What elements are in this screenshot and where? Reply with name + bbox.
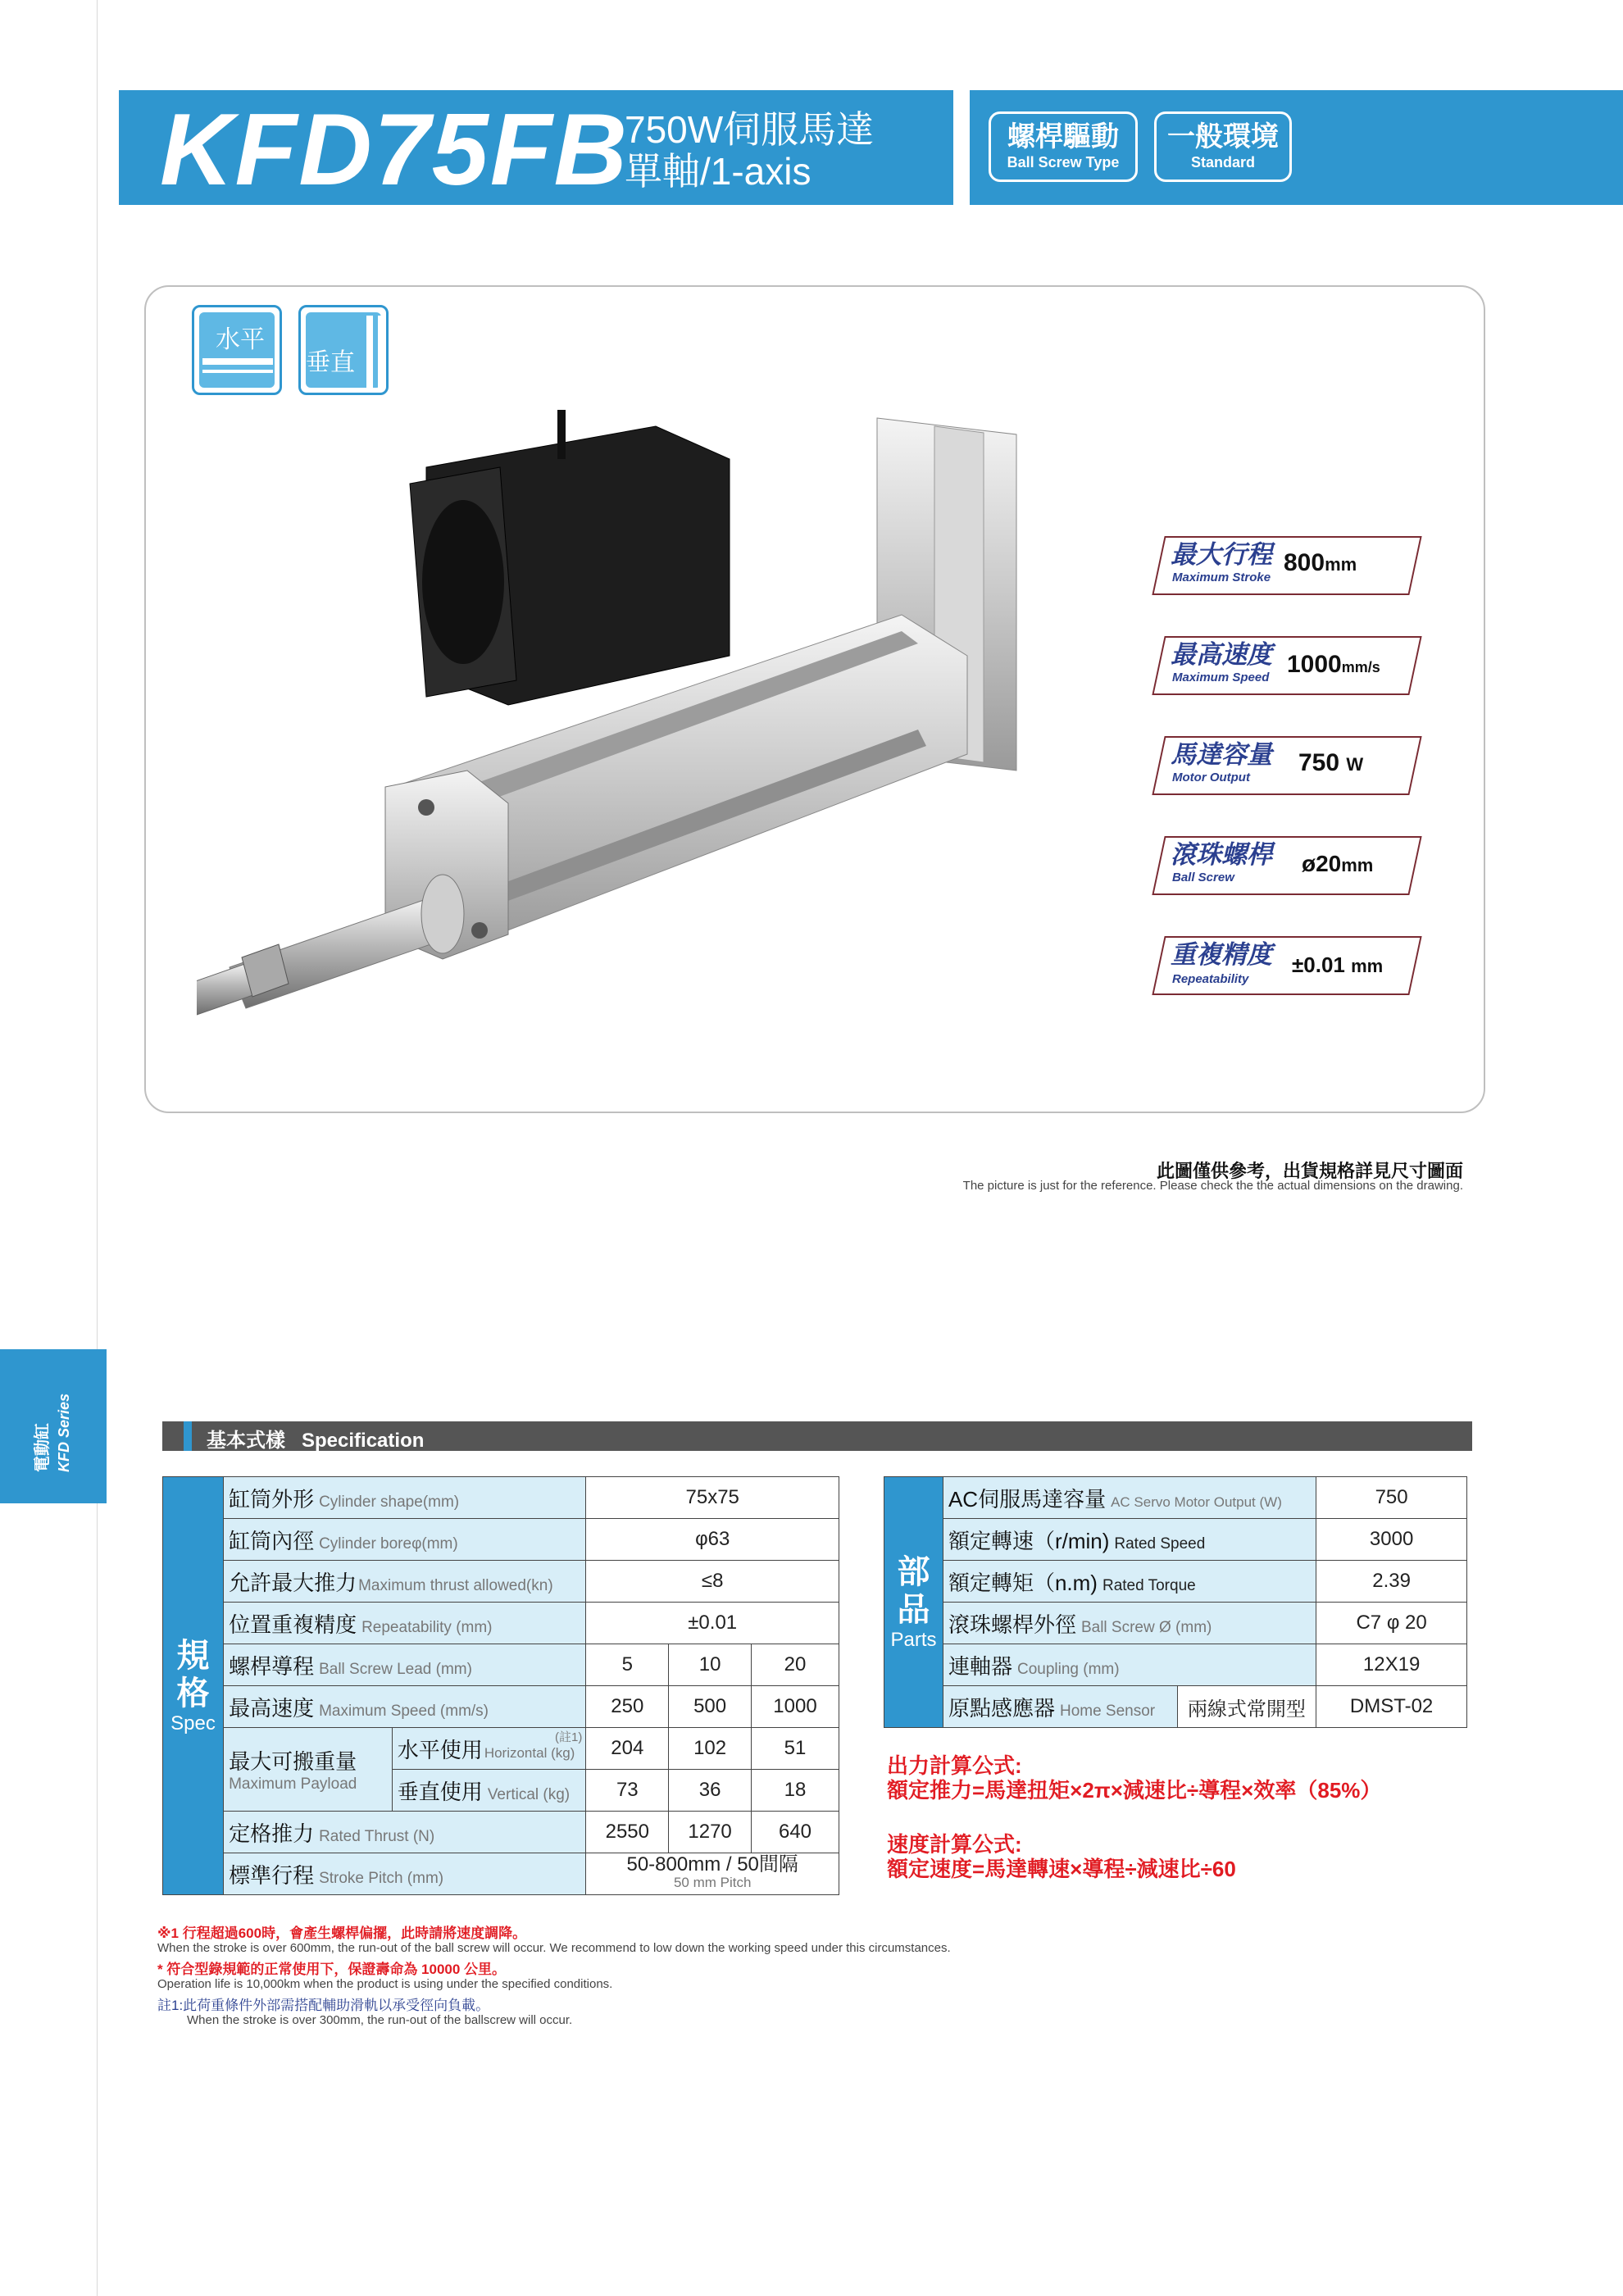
subtitle-line2: 單軸/1-axis bbox=[625, 150, 812, 193]
picture-note-en: The picture is just for the reference. Please check the the actual dimensions on the drawing. bbox=[962, 1179, 1463, 1193]
callout-speed-zh: 最高速度 bbox=[1171, 640, 1272, 669]
spec-title-en: Spec bbox=[170, 1712, 216, 1735]
callout-stroke-en: Maximum Stroke bbox=[1172, 571, 1271, 584]
badge-zh: 一般環境 bbox=[1167, 121, 1279, 152]
parts-label-rated-torque: 額定轉矩（n.m) Rated Torque bbox=[943, 1561, 1316, 1603]
spec-label-stroke: 標準行程 Stroke Pitch (mm) bbox=[224, 1853, 586, 1895]
mount-horizontal-icon bbox=[192, 305, 282, 395]
spec-title-zh: 規格 bbox=[176, 1637, 210, 1712]
model-name: KFD75FB bbox=[160, 93, 630, 207]
parts-label-coupling: 連軸器 Coupling (mm) bbox=[943, 1644, 1316, 1686]
mount-vertical-icon bbox=[298, 305, 389, 395]
spec-label-shape: 缸筒外形 Cylinder shape(mm) bbox=[224, 1477, 586, 1519]
spec-label-thrust: 允許最大推力 Maximum thrust allowed(kn) bbox=[224, 1561, 586, 1603]
callout-motor-unit: W bbox=[1346, 754, 1364, 775]
formula-speed-title: 速度計算公式: bbox=[887, 1832, 1022, 1857]
spec-label-payload-horizontal: 水平使用 Horizontal (kg) (註1) bbox=[392, 1728, 586, 1770]
spec-label-rated-thrust: 定格推力 Rated Thrust (N) bbox=[224, 1812, 586, 1853]
spec-value-payload-v-3: 18 bbox=[751, 1770, 839, 1812]
parts-value-coupling: 12X19 bbox=[1316, 1644, 1467, 1686]
callout-ballscrew-en: Ball Screw bbox=[1172, 871, 1234, 884]
badge-standard bbox=[1154, 111, 1292, 182]
spec-value-speed-3: 1000 bbox=[751, 1686, 839, 1728]
spec-label-bore: 缸筒內徑 Cylinder boreφ(mm) bbox=[224, 1519, 586, 1561]
parts-value-rated-speed: 3000 bbox=[1316, 1519, 1467, 1561]
actuator-illustration bbox=[197, 410, 1098, 1049]
side-tab-en: KFD Series bbox=[56, 1393, 72, 1472]
mount-horizontal-label: 水平 bbox=[216, 326, 265, 353]
callout-stroke-zh: 最大行程 bbox=[1171, 540, 1272, 569]
callout-speed-value: 1000 bbox=[1287, 651, 1342, 678]
mount-vertical-label: 垂直 bbox=[306, 349, 355, 376]
parts-label-rated-speed: 額定轉速（r/min) Rated Speed bbox=[943, 1519, 1316, 1561]
parts-value-ballscrew: C7 φ 20 bbox=[1316, 1603, 1467, 1644]
parts-label-ballscrew: 滾珠螺桿外徑 Ball Screw Ø (mm) bbox=[943, 1603, 1316, 1644]
badge-ball-screw bbox=[989, 111, 1138, 182]
spec-value-bore: φ63 bbox=[586, 1519, 839, 1561]
callout-speed-en: Maximum Speed bbox=[1172, 671, 1270, 684]
spec-value-payload-h-3: 51 bbox=[751, 1728, 839, 1770]
callout-motor-zh: 馬達容量 bbox=[1171, 740, 1272, 769]
spec-value-repeat: ±0.01 bbox=[586, 1603, 839, 1644]
spec-value-rated-thrust-2: 1270 bbox=[669, 1812, 752, 1853]
footnote-3-en: When the stroke is over 300mm, the run-out of the ballscrew will occur. bbox=[187, 2013, 573, 2027]
side-tab-zh: 電動缸 bbox=[34, 1423, 52, 1472]
callout-ballscrew-unit: mm bbox=[1341, 855, 1374, 875]
side-tab bbox=[0, 1349, 107, 1503]
parts-extra-home-sensor: 兩線式常開型 bbox=[1177, 1686, 1316, 1728]
callout-motor-en: Motor Output bbox=[1172, 771, 1250, 784]
spec-label-speed: 最高速度 Maximum Speed (mm/s) bbox=[224, 1686, 586, 1728]
spec-bar-en: Specification bbox=[302, 1430, 425, 1452]
callout-ballscrew-zh: 滾珠螺桿 bbox=[1171, 840, 1272, 869]
footnote-2-en: Operation life is 10,000km when the product is using under the specified conditions. bbox=[157, 1977, 613, 1991]
parts-value-motor: 750 bbox=[1316, 1477, 1467, 1519]
callout-speed-unit: mm/s bbox=[1341, 659, 1380, 675]
formula-speed: 額定速度=馬達轉速×導程÷減速比÷60 bbox=[887, 1857, 1236, 1881]
spec-label-payload: 最大可搬重量 Maximum Payload bbox=[224, 1728, 393, 1812]
formula-thrust-title: 出力計算公式: bbox=[887, 1753, 1022, 1778]
callout-repeat-value: ±0.01 bbox=[1292, 952, 1345, 977]
parts-table bbox=[884, 1476, 1467, 1728]
callout-repeat-zh: 重複精度 bbox=[1171, 940, 1272, 969]
badge-en: Standard bbox=[1190, 154, 1255, 170]
callout-stroke-value: 800 bbox=[1284, 549, 1325, 576]
spec-table-title bbox=[163, 1477, 224, 1895]
parts-title-zh: 部品 bbox=[897, 1553, 930, 1628]
spec-value-thrust: ≤8 bbox=[586, 1561, 839, 1603]
spec-value-rated-thrust-3: 640 bbox=[751, 1812, 839, 1853]
spec-value-stroke: 50-800mm / 50間隔 50 mm Pitch bbox=[586, 1853, 839, 1895]
callout-stroke-unit: mm bbox=[1325, 554, 1357, 575]
callout-repeat-en: Repeatability bbox=[1172, 972, 1249, 986]
spec-value-payload-h-1: 204 bbox=[586, 1728, 669, 1770]
spec-section-bar bbox=[162, 1421, 1472, 1451]
spec-value-payload-v-2: 36 bbox=[669, 1770, 752, 1812]
parts-value-home-sensor: DMST-02 bbox=[1316, 1686, 1467, 1728]
spec-value-speed-2: 500 bbox=[669, 1686, 752, 1728]
spec-value-rated-thrust-1: 2550 bbox=[586, 1812, 669, 1853]
footnote-1-zh: ※1 行程超過600時，會產生螺桿偏擺，此時請將速度調降。 bbox=[157, 1925, 527, 1941]
spec-label-payload-vertical: 垂直使用 Vertical (kg) bbox=[392, 1770, 586, 1812]
spec-label-lead: 螺桿導程 Ball Screw Lead (mm) bbox=[224, 1644, 586, 1686]
subtitle-line1: 750W伺服馬達 bbox=[625, 108, 875, 151]
formula-thrust: 額定推力=馬達扭矩×2π×減速比÷導程×效率（85%） bbox=[887, 1778, 1382, 1803]
callout-ballscrew-value: ø20 bbox=[1302, 851, 1342, 876]
spec-value-lead-1: 5 bbox=[586, 1644, 669, 1686]
footnote-3-zh: 註1:此荷重條件外部需搭配輔助滑軌以承受徑向負載。 bbox=[157, 1998, 490, 2013]
parts-title-en: Parts bbox=[890, 1628, 937, 1651]
parts-table-title bbox=[884, 1477, 943, 1728]
callout-motor-value: 750 bbox=[1298, 749, 1340, 776]
callout-repeat-unit: mm bbox=[1351, 956, 1384, 976]
badge-en: Ball Screw Type bbox=[1007, 154, 1120, 170]
spec-label-repeat: 位置重複精度 Repeatability (mm) bbox=[224, 1603, 586, 1644]
parts-label-home-sensor: 原點感應器 Home Sensor bbox=[943, 1686, 1177, 1728]
parts-label-motor: AC伺服馬達容量 AC Servo Motor Output (W) bbox=[943, 1477, 1316, 1519]
parts-value-rated-torque: 2.39 bbox=[1316, 1561, 1467, 1603]
picture-note-zh: 此圖僅供參考，出貨規格詳見尺寸圖面 bbox=[1156, 1161, 1463, 1181]
spec-value-lead-3: 20 bbox=[751, 1644, 839, 1686]
spec-value-lead-2: 10 bbox=[669, 1644, 752, 1686]
page-margin-line bbox=[97, 0, 98, 2296]
spec-value-payload-h-2: 102 bbox=[669, 1728, 752, 1770]
footnote-2-zh: * 符合型錄規範的正常使用下，保證壽命為 10000 公里。 bbox=[157, 1962, 507, 1977]
badge-zh: 螺桿驅動 bbox=[1007, 121, 1119, 152]
spec-value-payload-v-1: 73 bbox=[586, 1770, 669, 1812]
payload-note-marker: (註1) bbox=[555, 1730, 583, 1744]
footnote-1-en: When the stroke is over 600mm, the run-out of the ball screw will occur. We recommend to low down the working speed under this circumstances. bbox=[157, 1941, 951, 1955]
spec-value-shape: 75x75 bbox=[586, 1477, 839, 1519]
spec-bar-zh: 基本式樣 bbox=[207, 1430, 285, 1452]
spec-table bbox=[162, 1476, 839, 1895]
spec-value-speed-1: 250 bbox=[586, 1686, 669, 1728]
